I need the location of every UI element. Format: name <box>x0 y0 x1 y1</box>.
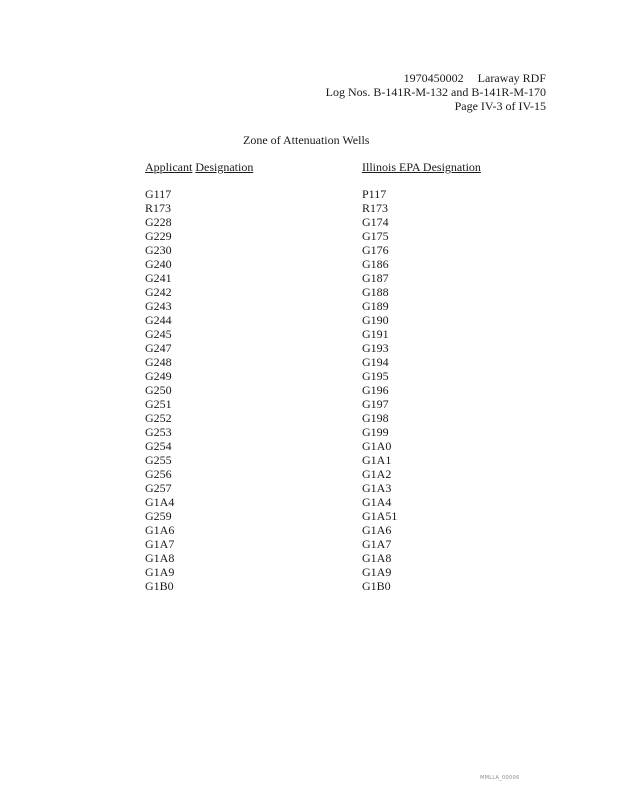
applicant-column-header <box>145 160 253 174</box>
epa-designation-item: G1A0 <box>362 439 392 453</box>
applicant-designation-item: G1A6 <box>145 523 175 537</box>
epa-designation-item: G1A7 <box>362 537 392 551</box>
epa-column-header: Illinois EPA Designation <box>362 160 481 174</box>
applicant-designation-item: G259 <box>145 509 172 523</box>
epa-designation-item: G195 <box>362 369 389 383</box>
applicant-designation-item: G251 <box>145 397 172 411</box>
applicant-designation-list <box>145 187 174 593</box>
applicant-designation-item: G255 <box>145 453 172 467</box>
epa-designation-item: G191 <box>362 327 389 341</box>
applicant-designation-item: G245 <box>145 327 172 341</box>
applicant-designation-item: G230 <box>145 243 172 257</box>
applicant-designation-item: G1A4 <box>145 495 175 509</box>
applicant-designation-item: G253 <box>145 425 172 439</box>
epa-designation-list <box>362 187 397 593</box>
epa-designation-item: G1A51 <box>362 509 398 523</box>
epa-designation-item: G198 <box>362 411 389 425</box>
applicant-designation-item: G1A8 <box>145 551 175 565</box>
applicant-designation-item: G240 <box>145 257 172 271</box>
doc-number: 1970450002 <box>403 71 464 85</box>
applicant-header-word1: Applicant <box>145 160 193 174</box>
epa-designation-item: G1A2 <box>362 467 392 481</box>
applicant-designation-item: G1A9 <box>145 565 175 579</box>
applicant-designation-item: G249 <box>145 369 172 383</box>
epa-designation-item: G193 <box>362 341 389 355</box>
applicant-designation-item: R173 <box>145 201 172 215</box>
header-line-1 <box>326 71 546 85</box>
applicant-column <box>145 160 254 593</box>
epa-designation-item: G187 <box>362 271 389 285</box>
applicant-designation-item: G250 <box>145 383 172 397</box>
epa-designation-item: G1A8 <box>362 551 392 565</box>
applicant-designation-item: G254 <box>145 439 172 453</box>
document-header <box>326 71 546 113</box>
applicant-designation-item: G244 <box>145 313 172 327</box>
epa-designation-item: P117 <box>362 187 387 201</box>
applicant-header-word2: Designation <box>195 160 254 174</box>
epa-designation-item: G176 <box>362 243 389 257</box>
epa-designation-item: G174 <box>362 215 389 229</box>
epa-designation-item: G1A4 <box>362 495 392 509</box>
epa-designation-item: G175 <box>362 229 389 243</box>
epa-designation-item: G190 <box>362 313 389 327</box>
page-reference: Page IV-3 of IV-15 <box>454 99 546 113</box>
applicant-designation-item: G117 <box>145 187 172 201</box>
log-numbers: Log Nos. B-141R-M-132 and B-141R-M-170 <box>325 85 546 99</box>
epa-designation-item: G189 <box>362 299 389 313</box>
epa-designation-item: G197 <box>362 397 389 411</box>
applicant-designation-item: G247 <box>145 341 172 355</box>
epa-designation-item: R173 <box>362 201 389 215</box>
applicant-designation-item: G242 <box>145 285 172 299</box>
epa-designation-item: G199 <box>362 425 389 439</box>
applicant-designation-item: G1A7 <box>145 537 175 551</box>
applicant-designation-item: G241 <box>145 271 172 285</box>
epa-designation-item: G1A3 <box>362 481 392 495</box>
epa-column <box>362 160 481 593</box>
applicant-designation-item: G257 <box>145 481 172 495</box>
applicant-designation-item: G228 <box>145 215 172 229</box>
bates-stamp: MMLLA_00006 <box>480 775 520 781</box>
applicant-designation-item: G243 <box>145 299 172 313</box>
epa-designation-item: G194 <box>362 355 389 369</box>
applicant-designation-item: G1B0 <box>145 579 174 593</box>
epa-designation-item: G1A9 <box>362 565 392 579</box>
epa-designation-item: G1A1 <box>362 453 392 467</box>
applicant-designation-item: G256 <box>145 467 172 481</box>
epa-designation-item: G1A6 <box>362 523 392 537</box>
page-title: Zone of Attenuation Wells <box>243 133 370 147</box>
epa-designation-item: G196 <box>362 383 389 397</box>
applicant-designation-item: G252 <box>145 411 172 425</box>
applicant-designation-item: G248 <box>145 355 172 369</box>
facility-name: Laraway RDF <box>477 71 546 85</box>
epa-designation-item: G188 <box>362 285 389 299</box>
epa-designation-item: G186 <box>362 257 389 271</box>
applicant-designation-item: G229 <box>145 229 172 243</box>
epa-designation-item: G1B0 <box>362 579 391 593</box>
